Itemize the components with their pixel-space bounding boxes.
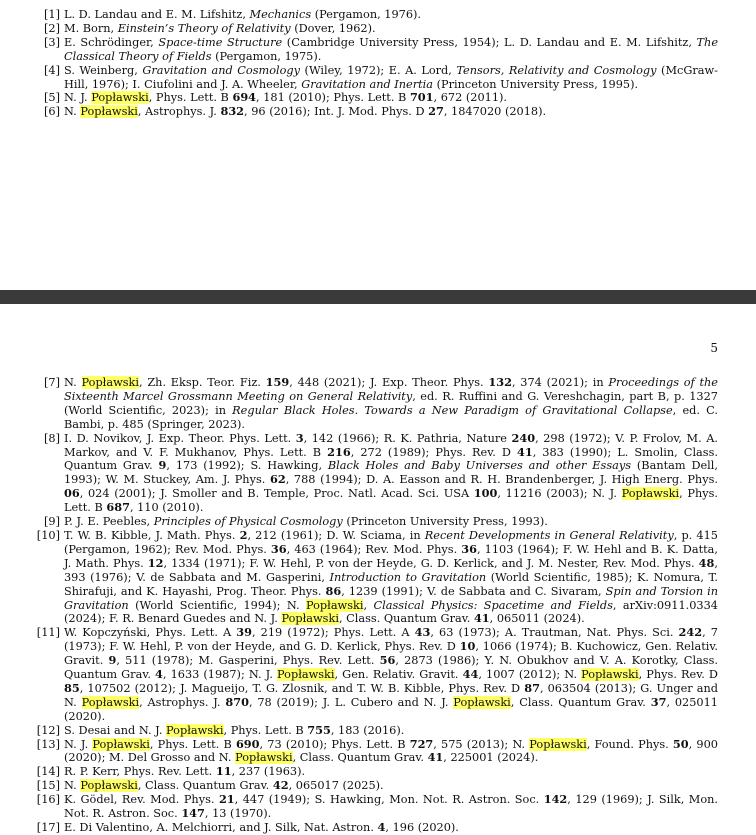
reference-text: , 110 (2010).: [129, 501, 204, 515]
volume-number: 85: [64, 680, 80, 695]
reference-text: , 383 (1990); L. Smolin, Class. Quantum Grav.: [64, 445, 718, 473]
reference-text: P. J. E. Peebles,: [64, 515, 154, 529]
volume-number: 62: [269, 472, 286, 487]
reference-text: , Phys. Lett. B: [64, 487, 718, 515]
reference-text: , Zh. Eksp. Teor. Fiz.: [139, 376, 266, 389]
reference-number: [12]: [36, 723, 60, 737]
reference-text: , 1007 (2012); N.: [478, 668, 582, 682]
highlighted-name: Popławski: [621, 487, 680, 501]
reference-number: [1]: [43, 8, 60, 21]
reference-number: [3]: [43, 35, 60, 49]
reference-number: [7]: [43, 376, 60, 389]
italic-title: Spin and Torsion in Gravitation: [64, 584, 718, 612]
volume-number: 100: [473, 486, 498, 501]
reference-text: (Pergamon, 1975).: [211, 49, 322, 63]
volume-number: 240: [511, 430, 536, 445]
reference-text: , 1847020 (2018).: [443, 105, 547, 119]
reference-text: , 78 (2019); J. L. Cubero and N. J.: [248, 695, 454, 709]
volume-number: 3: [295, 430, 304, 445]
reference-text: , 219 (1972); Phys. Lett. A: [251, 626, 415, 640]
reference-entry: [0, 8, 718, 22]
reference-text: , 1239 (1991); V. de Sabbata and C. Sivaram,: [341, 584, 606, 598]
volume-number: 37: [650, 694, 667, 709]
reference-text: I. D. Novikov, J. Exp. Theor. Phys. Lett.: [64, 431, 296, 445]
reference-text: , ed. C. Bambi, p. 485 (Springer, 2023).: [64, 403, 718, 431]
reference-text: M. Born,: [64, 21, 118, 35]
volume-number: 11: [215, 764, 232, 779]
volume-number: 9: [158, 458, 167, 473]
highlighted-name: Popławski: [91, 91, 149, 105]
italic-title: Proceedings of the Sixteenth Marcel Grossmann Meeting on General Relativity: [64, 376, 718, 403]
volume-number: 147: [181, 806, 205, 821]
reference-text: , 393 (1976); V. de Sabbata and M. Gasperini,: [64, 556, 718, 584]
reference-text: , Phys. Lett. B: [148, 91, 233, 105]
highlighted-name: Popławski: [80, 779, 138, 793]
volume-number: 755: [307, 722, 331, 737]
highlighted-name: Popławski: [277, 668, 335, 682]
reference-text: , 196 (2020).: [385, 821, 459, 834]
reference-list-top: [0, 8, 718, 119]
reference-text: , 142 (1966); R. K. Pathria, Nature: [303, 431, 512, 445]
volume-number: 86: [325, 583, 342, 598]
reference-text: S. Weinberg,: [64, 63, 143, 77]
reference-entry: [0, 515, 718, 529]
reference-entry: [0, 64, 718, 92]
reference-text: , 272 (1989); Phys. Rev. D: [350, 445, 517, 459]
reference-text: R. P. Kerr, Phys. Rev. Lett.: [64, 765, 216, 779]
highlighted-name: Popławski: [235, 751, 293, 765]
volume-number: 687: [106, 500, 130, 515]
volume-number: 870: [225, 694, 249, 709]
reference-text: , 181 (2010); Phys. Lett. B: [256, 91, 410, 105]
reference-text: N.: [64, 105, 81, 119]
reference-text: , 1066 (1974); B. Kuchowicz, Gen. Relativ. Gravit.: [64, 640, 718, 668]
reference-text: , Astrophys. J.: [139, 695, 226, 709]
volume-number: 4: [377, 820, 386, 834]
volume-number: 21: [218, 792, 235, 807]
reference-entry: [0, 821, 718, 835]
volume-number: 10: [459, 639, 476, 654]
reference-entry: [0, 105, 718, 119]
highlighted-name: Popławski: [453, 695, 511, 709]
reference-text: (Princeton University Press, 1995).: [433, 77, 639, 91]
reference-text: T. W. B. Kibble, J. Math. Phys.: [64, 528, 240, 542]
highlighted-name: Popławski: [166, 723, 224, 737]
reference-text: N. J.: [64, 91, 92, 105]
italic-title: Classical Physics: Spacetime and Fields: [373, 598, 613, 612]
reference-text: , 374 (2021); in: [511, 376, 609, 389]
reference-entry: [0, 779, 718, 793]
reference-number: [8]: [43, 431, 60, 445]
reference-text: , 298 (1972); V. P. Frolov, M. A. Markov, and V. F. Mukhanov, Phys. Lett. B: [64, 431, 718, 459]
italic-title: Mechanics: [249, 8, 312, 21]
volume-number: 41: [516, 444, 533, 459]
italic-title: Introduction to Gravitation: [329, 570, 487, 584]
reference-text: , Astrophys. J.: [137, 105, 221, 119]
reference-text: , Found. Phys.: [586, 737, 673, 751]
reference-text: , 7 (1973); F. W. Hehl, P. von der Heyde, and G. D. Kerlick, Phys. Rev. D: [64, 626, 718, 654]
reference-entry: [0, 724, 718, 738]
reference-text: , 463 (1964); Rev. Mod. Phys.: [286, 542, 462, 556]
reference-text: , Class. Quantum Grav.: [338, 612, 474, 626]
highlighted-name: Popławski: [581, 668, 639, 682]
reference-text: (World Scientific, 1994); N.: [128, 598, 306, 612]
volume-number: 142: [543, 792, 568, 807]
reference-text: (Dover, 1962).: [290, 21, 376, 35]
italic-title: Principles of Physical Cosmology: [153, 515, 343, 529]
italic-title: Einstein’s Theory of Relativity: [117, 21, 291, 35]
italic-title: Gravitation and Cosmology: [142, 63, 301, 77]
reference-text: S. Desai and N. J.: [64, 723, 167, 737]
reference-number: [6]: [43, 105, 60, 119]
reference-text: , 024 (2001); J. Smoller and B. Temple, Proc. Natl. Acad. Sci. USA: [79, 487, 474, 501]
italic-title: Black Holes and Baby Universes and other Essays: [327, 459, 632, 473]
italic-title: The Classical Theory of Fields: [64, 35, 719, 63]
reference-entry: [0, 529, 718, 626]
reference-text: , 900 (2020); M. Del Grosso and N.: [64, 737, 718, 765]
volume-number: 690: [235, 736, 260, 751]
volume-number: 727: [409, 736, 434, 751]
highlighted-name: Popławski: [529, 737, 587, 751]
reference-text: , Class. Quantum Grav.: [137, 779, 273, 793]
reference-text: E. Schrödinger,: [64, 35, 159, 49]
page-divider: [0, 290, 756, 304]
volume-number: 216: [327, 444, 351, 459]
reference-number: [10]: [36, 528, 60, 542]
reference-text: E. Di Valentino, A. Melchiorri, and J. Silk, Nat. Astron.: [64, 821, 378, 834]
reference-text: , 96 (2016); Int. J. Mod. Phys. D: [244, 105, 429, 119]
reference-text: , Class. Quantum Grav.: [510, 695, 651, 709]
reference-text: N. J.: [64, 737, 93, 751]
reference-text: , 13 (1970).: [204, 807, 272, 821]
reference-text: , 1633 (1987); N. J.: [162, 668, 278, 682]
reference-number: [17]: [36, 821, 60, 834]
reference-entry: [0, 793, 718, 821]
reference-text: , ed. R. Ruffini and G. Vereshchagin, part B, p. 1327 (World Scientific, 2023); in: [64, 389, 718, 417]
reference-text: W. Kopczyński, Phys. Lett. A: [64, 626, 237, 640]
reference-entry: [0, 765, 718, 779]
reference-text: , 448 (2021); J. Exp. Theor. Phys.: [289, 376, 489, 389]
volume-number: 39: [236, 625, 252, 640]
volume-number: 44: [462, 667, 479, 682]
reference-number: [5]: [43, 91, 60, 105]
volume-number: 36: [270, 541, 287, 556]
volume-number: 701: [409, 90, 434, 105]
italic-title: Gravitation and Inertia: [301, 77, 433, 91]
reference-number: [11]: [36, 626, 60, 640]
italic-title: Tensors, Relativity and Cosmology: [456, 63, 657, 77]
reference-text: , 065017 (2025).: [288, 779, 384, 793]
highlighted-name: Popławski: [81, 695, 140, 709]
reference-entry: [0, 36, 718, 64]
reference-entry: [0, 626, 718, 723]
italic-title: Recent Developments in General Relativity: [424, 528, 674, 542]
volume-number: 43: [414, 625, 431, 640]
reference-entry: [0, 738, 718, 766]
reference-entry: [0, 376, 718, 432]
reference-text: N.: [64, 376, 82, 389]
reference-text: , Gen. Relativ. Gravit.: [334, 668, 463, 682]
reference-text: (Cambridge University Press, 1954); L. D. Landau and E. M. Lifshitz,: [282, 35, 697, 49]
reference-text: N.: [64, 779, 81, 793]
reference-text: (World Scientific, 1985); K. Nomura, T. Shirafuji, and K. Hayashi, Prog. Theor. Phys.: [64, 570, 719, 598]
reference-text: , 63 (1973); A. Trautman, Nat. Phys. Sci.: [430, 626, 679, 640]
highlighted-name: Popławski: [92, 737, 150, 751]
reference-list-bottom: [0, 376, 718, 835]
volume-number: 9: [108, 653, 117, 668]
volume-number: 48: [698, 555, 715, 570]
reference-text: , 511 (1978); M. Gasperini, Phys. Rev. Lett.: [116, 654, 380, 668]
reference-text: , 183 (2016).: [330, 723, 405, 737]
highlighted-name: Popławski: [281, 612, 339, 626]
reference-text: , 447 (1949); S. Hawking, Mon. Not. R. Astron. Soc.: [234, 793, 544, 807]
volume-number: 50: [672, 736, 689, 751]
reference-text: , Phys. Lett. B: [223, 723, 308, 737]
highlighted-name: Popławski: [81, 376, 139, 389]
volume-number: 27: [428, 104, 444, 119]
volume-number: 2: [239, 527, 248, 542]
reference-number: [13]: [36, 737, 60, 751]
reference-text: , 107502 (2012); J. Magueijo, T. G. Zlosnik, and T. W. B. Kibble, Phys. Rev. D: [79, 681, 525, 695]
reference-entry: [0, 91, 718, 105]
volume-number: 36: [461, 541, 477, 556]
reference-text: (Bantam Dell, 1993); W. M. Stuckey, Am. J. Phys.: [64, 459, 719, 487]
reference-text: , 237 (1963).: [231, 765, 306, 779]
reference-number: [16]: [36, 793, 60, 807]
reference-text: , 1103 (1964); F. W. Hehl and B. K. Datta, J. Math. Phys.: [64, 542, 719, 570]
page-top: [0, 0, 756, 290]
reference-text: , 788 (1994); D. A. Easson and R. H. Brandenberger, J. High Energ. Phys.: [285, 473, 718, 487]
italic-title: Regular Black Holes. Towards a New Paradigm of Gravitational Collapse: [232, 403, 673, 417]
reference-text: , Phys. Lett. B: [149, 737, 236, 751]
reference-number: [2]: [43, 21, 60, 35]
page-number: 5: [710, 341, 718, 355]
reference-text: (Pergamon, 1976).: [311, 8, 422, 21]
highlighted-name: Popławski: [305, 598, 364, 612]
volume-number: 12: [147, 555, 164, 570]
volume-number: 4: [155, 667, 163, 682]
reference-text: , 065011 (2024).: [489, 612, 585, 626]
volume-number: 87: [524, 680, 540, 695]
reference-number: [4]: [43, 63, 60, 77]
reference-number: [9]: [43, 515, 60, 529]
reference-text: , Phys. Rev. D: [638, 668, 718, 682]
volume-number: 56: [379, 653, 396, 668]
reference-text: (Wiley, 1972); E. A. Lord,: [300, 63, 457, 77]
reference-text: , arXiv:0911.0334 (2024); F. R. Benard Guedes and N. J.: [64, 598, 718, 626]
volume-number: 242: [678, 625, 703, 640]
reference-text: , 1334 (1971); F. W. Hehl, P. von der Heyde, G. D. Kerlick, and J. M. Nester, Rev. Mod. Phys.: [163, 556, 699, 570]
reference-entry: [0, 432, 718, 515]
reference-text: K. Gödel, Rev. Mod. Phys.: [64, 793, 219, 807]
volume-number: 694: [232, 90, 257, 105]
reference-text: ,: [363, 598, 374, 612]
reference-number: [15]: [36, 779, 60, 793]
reference-text: , 063504 (2013); G. Unger and N.: [64, 681, 718, 709]
reference-text: (McGraw-Hill, 1976); I. Ciufolini and J. A. Wheeler,: [64, 63, 719, 91]
volume-number: 06: [64, 486, 80, 501]
reference-number: [14]: [36, 765, 60, 779]
reference-text: , 575 (2013); N.: [433, 737, 530, 751]
reference-text: , 2873 (1986); Y. N. Obukhov and V. A. Korotky, Class. Quantum Grav.: [64, 654, 718, 682]
reference-text: , 129 (1969); J. Silk, Mon. Not. R. Astron. Soc.: [64, 793, 718, 821]
reference-text: , 73 (2010); Phys. Lett. B: [259, 737, 410, 751]
highlighted-name: Popławski: [80, 105, 138, 119]
page-bottom: [0, 304, 756, 834]
reference-text: , Class. Quantum Grav.: [292, 751, 428, 765]
reference-text: , 672 (2011).: [433, 91, 508, 105]
reference-text: , 025011 (2020).: [64, 695, 718, 723]
reference-text: , 11216 (2003); N. J.: [497, 487, 622, 501]
volume-number: 41: [473, 611, 490, 626]
volume-number: 159: [265, 375, 290, 389]
volume-number: 42: [272, 778, 289, 793]
volume-number: 41: [427, 750, 444, 765]
reference-entry: [0, 22, 718, 36]
italic-title: Space-time Structure: [158, 35, 283, 49]
reference-text: , 173 (1992); S. Hawking,: [166, 459, 328, 473]
reference-text: , 225001 (2024).: [443, 751, 539, 765]
reference-text: , p. 415 (Pergamon, 1962); Rev. Mod. Phys.: [64, 528, 718, 556]
volume-number: 832: [220, 104, 245, 119]
volume-number: 132: [488, 375, 512, 389]
reference-text: , 212 (1961); D. W. Sciama, in: [247, 528, 425, 542]
reference-text: L. D. Landau and E. M. Lifshitz,: [64, 8, 250, 21]
reference-text: (Princeton University Press, 1993).: [342, 515, 548, 529]
